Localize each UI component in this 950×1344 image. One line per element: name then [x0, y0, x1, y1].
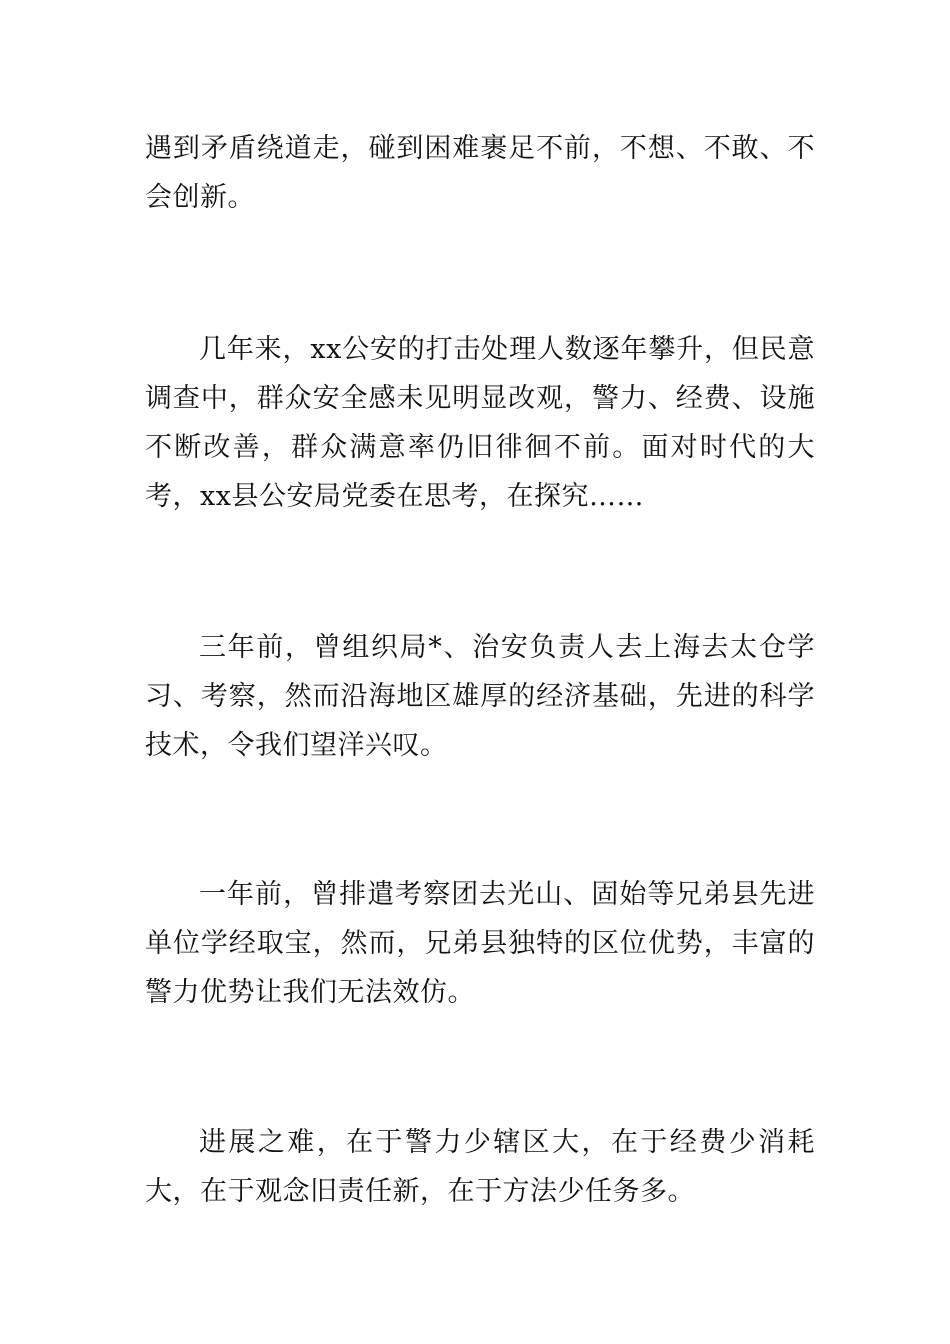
paragraph-one-year-ago: 一年前，曾排遣考察团去光山、固始等兄弟县先进单位学经取宝，然而，兄弟县独特的区位优势，丰富的警力优势让我们无法效仿。 [145, 879, 815, 1008]
paragraph-police-statistics: 几年来，xx公安的打击处理人数逐年攀升，但民意调查中，群众安全感未见明显改观，警力、经费、设施不断改善，群众满意率仍旧徘徊不前。面对时代的大考，xx县公安局党委在思考，在探究…… [145, 334, 815, 512]
paragraph-difficulties: 进展之难，在于警力少辖区大，在于经费少消耗大，在于观念旧责任新，在于方法少任务多。 [145, 1127, 815, 1207]
paragraph-three-years-ago: 三年前，曾组织局*、治安负责人去上海去太仓学习、考察，然而沿海地区雄厚的经济基础，先进的科学技术，令我们望洋兴叹。 [145, 632, 815, 761]
paragraph-continuation: 遇到矛盾绕道走，碰到困难裹足不前，不想、不敢、不会创新。 [145, 133, 815, 213]
